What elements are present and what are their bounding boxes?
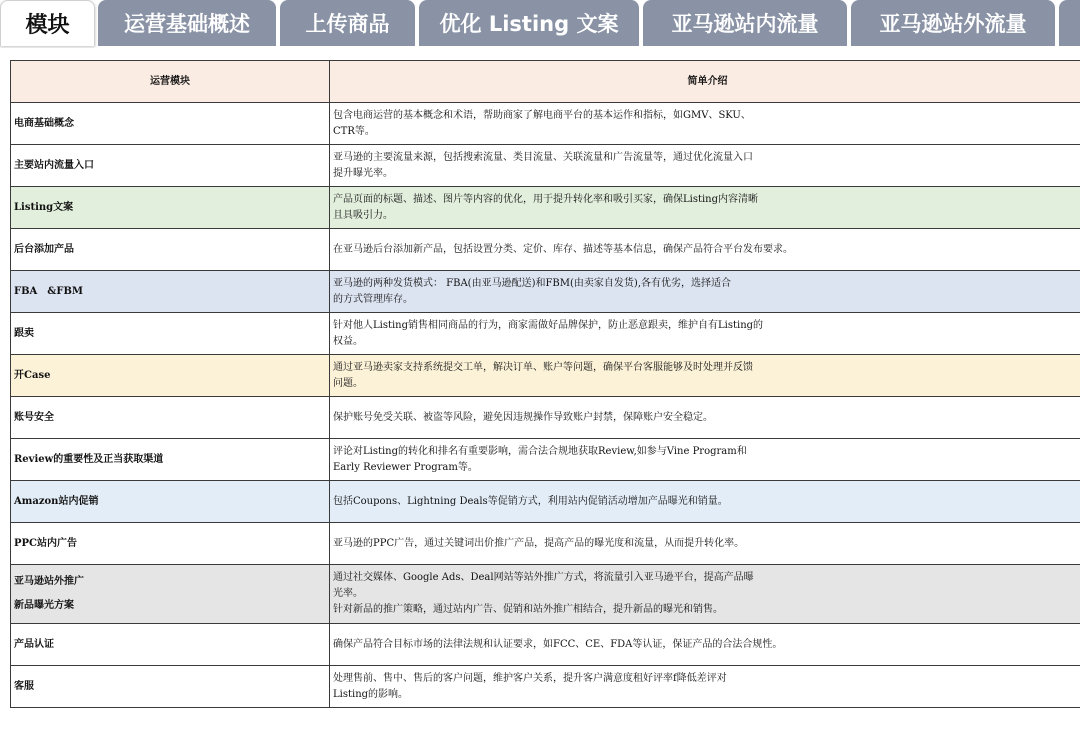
tab-optimize-listing[interactable]: 优化 Listing 文案 [419,0,639,46]
table-row [11,397,1080,439]
module-description: 确保产品符合目标市场的法律法规和认证要求，如FCC、CE、FDA等认证，保证产品的合法合规性。 [330,624,1080,666]
module-name: FBA &FBM [11,271,330,313]
table-row [11,481,1080,523]
module-description: 通过社交媒体、Google Ads、Deal网站等站外推广方式，将流量引入亚马逊平台，提高产品曝 光率。 针对新品的推广策略，通过站内广告、促销和站外推广相结合，提升新品的曝光和销售。 [330,565,1080,624]
module-description: 亚马逊的两种发货模式： FBA(由亚马逊配送)和FBM(由卖家自发货),各有优劣，选择适合 的方式管理库存。 [330,271,1080,313]
table-row [11,145,1080,187]
tab-modules[interactable]: 模块 [0,0,95,46]
module-name: PPC站内广告 [11,523,330,565]
module-name: 产品认证 [11,624,330,666]
module-name: 亚马逊站外推广 新品曝光方案 [11,565,330,624]
table-row [11,624,1080,666]
table-row [11,271,1080,313]
module-tab-bar [0,0,1080,48]
module-name: Listing文案 [11,187,330,229]
module-description: 包括Coupons、Lightning Deals等促销方式，利用站内促销活动增加产品曝光和销量。 [330,481,1080,523]
modules-table-container [10,60,1080,708]
module-description: 处理售前、售中、售后的客户问题，维护客户关系，提升客户满意度租好评率f降低差评对 Listing的影响。 [330,666,1080,708]
module-name: 跟卖 [11,313,330,355]
module-description: 亚马逊的主要流量来源，包括搜索流量、类目流量、关联流量和广告流量等，通过优化流量入口 提升曝光率。 [330,145,1080,187]
table-row [11,103,1080,145]
table-row [11,439,1080,481]
module-name: Amazon站内促销 [11,481,330,523]
module-description: 亚马逊的PPC广告，通过关键词出价推广产品，提高产品的曝光度和流量，从而提升转化率。 [330,523,1080,565]
module-description: 在亚马逊后台添加新产品，包括设置分类、定价、库存、描述等基本信息，确保产品符合平台发布要求。 [330,229,1080,271]
modules-table [10,60,1080,708]
module-description: 评论对Listing的转化和排名有重要影响，需合法合规地获取Review,如参与Vine Program和 Early Reviewer Program等。 [330,439,1080,481]
table-row [11,355,1080,397]
tab-amazon-onsite-traffic[interactable]: 亚马逊站内流量 [643,0,847,46]
table-row [11,187,1080,229]
module-description: 针对他人Listing销售相同商品的行为，商家需做好品牌保护，防止恶意跟卖，维护自有Listing的 权益。 [330,313,1080,355]
tab-overflow[interactable] [1059,0,1080,46]
header-module: 运营模块 [11,61,330,103]
table-row [11,523,1080,565]
tab-amazon-offsite-traffic[interactable]: 亚马逊站外流量 [851,0,1055,46]
module-name: 开Case [11,355,330,397]
module-description: 产品页面的标题、描述、图片等内容的优化，用于提升转化率和吸引买家，确保Listing内容清晰 且具吸引力。 [330,187,1080,229]
tab-upload-products[interactable]: 上传商品 [280,0,415,46]
table-row [11,565,1080,624]
header-description: 简单介绍 [330,61,1080,103]
module-description: 通过亚马逊卖家支持系统提交工单，解决订单、账户等问题，确保平台客服能够及时处理并反馈 问题。 [330,355,1080,397]
table-header-row [11,61,1080,103]
table-row [11,229,1080,271]
module-name: 电商基础概念 [11,103,330,145]
module-name: Review的重要性及正当获取渠道 [11,439,330,481]
module-name: 主要站内流量入口 [11,145,330,187]
module-description: 保护账号免受关联、被盗等风险，避免因违规操作导致账户封禁，保障账户安全稳定。 [330,397,1080,439]
module-name: 账号安全 [11,397,330,439]
table-row [11,313,1080,355]
table-row [11,666,1080,708]
module-name: 客服 [11,666,330,708]
module-name: 后台添加产品 [11,229,330,271]
module-description: 包含电商运营的基本概念和术语，帮助商家了解电商平台的基本运作和指标，如GMV、SKU、 CTR等。 [330,103,1080,145]
tab-operations-overview[interactable]: 运营基础概述 [98,0,276,46]
